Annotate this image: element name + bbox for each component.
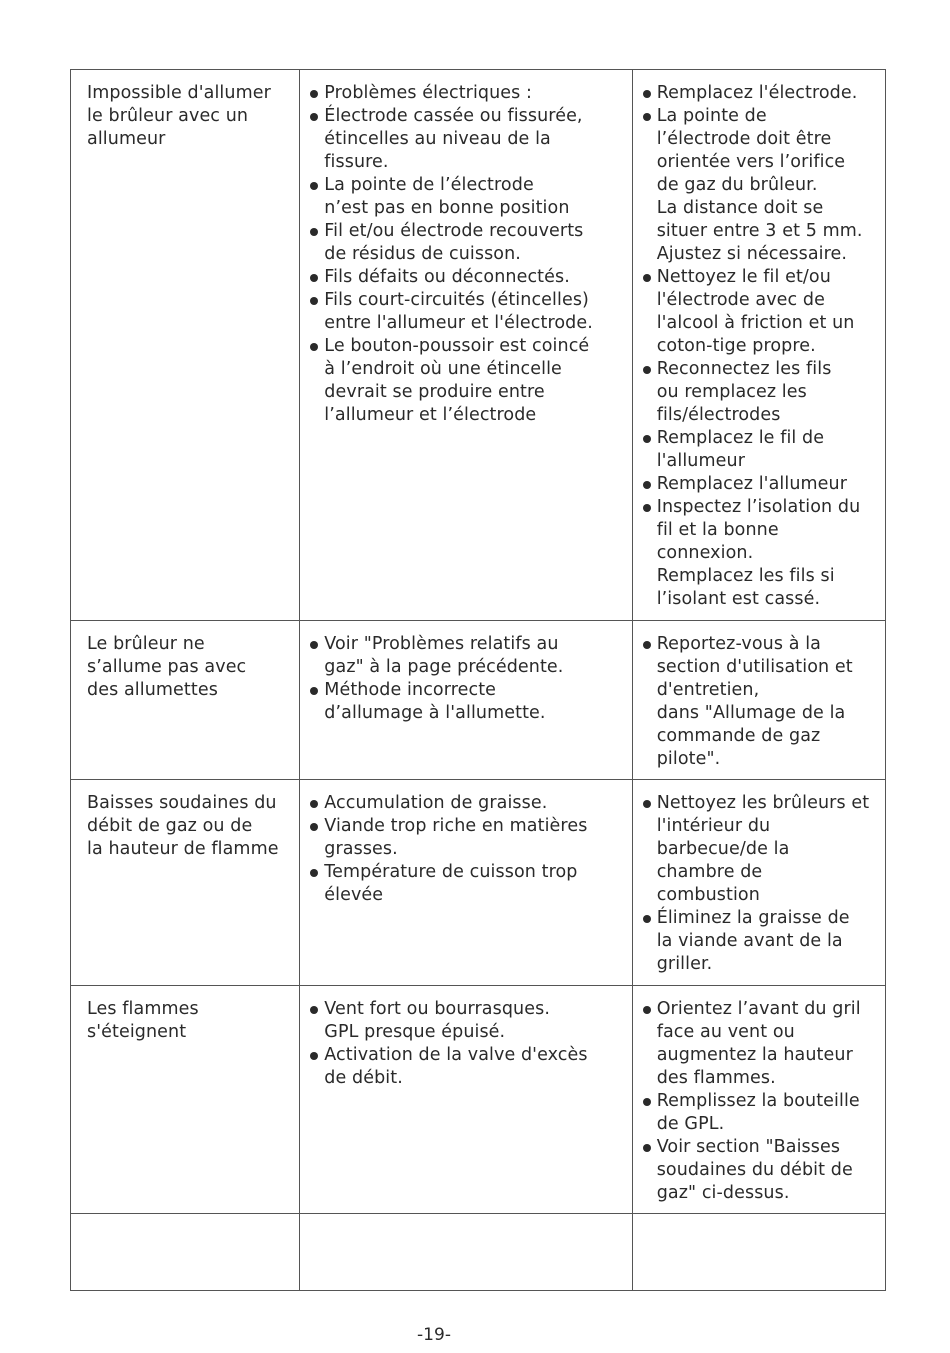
remedy-item: Remplacez l'électrode.	[641, 82, 877, 105]
cause-cell	[300, 986, 632, 1214]
table-row	[71, 986, 886, 1214]
remedy-item: Reconnectez les fils ou remplacez les fils/électrodes	[641, 358, 877, 427]
remedy-item: Orientez l’avant du gril face au vent ou augmentez la hauteur des flammes.	[641, 998, 877, 1090]
page-number: -19-	[417, 1325, 451, 1345]
remedy-item: La pointe de l’électrode doit être orientée vers l’orifice de gaz du brûleur. La distance doit se situer entre 3 et 5 mm. Ajustez si nécessaire.	[641, 105, 877, 266]
remedy-item: Inspectez l’isolation du fil et la bonne connexion. Remplacez les fils si l’isolant est cassé.	[641, 496, 877, 611]
remedy-cell	[632, 70, 885, 621]
cause-item: Température de cuisson trop élevée	[308, 861, 623, 907]
remedy-item: Remplacez le fil de l'allumeur	[641, 427, 877, 473]
remedy-item: Voir section "Baisses soudaines du débit de gaz" ci-dessus.	[641, 1136, 877, 1205]
cause-item: Problèmes électriques :	[308, 82, 623, 105]
cause-cell	[300, 70, 632, 621]
cause-item: Accumulation de graisse.	[308, 792, 623, 815]
table-body	[71, 70, 886, 1291]
remedy-list	[641, 792, 877, 976]
cause-list	[308, 633, 623, 725]
remedy-cell	[632, 621, 885, 780]
cause-item: Fil et/ou électrode recouverts de résidus de cuisson.	[308, 220, 623, 266]
remedy-item: Nettoyez les brûleurs et l'intérieur du barbecue/de la chambre de combustion	[641, 792, 877, 907]
problem-cell	[71, 621, 300, 780]
remedy-list	[641, 82, 877, 611]
cause-item: Vent fort ou bourrasques. GPL presque épuisé.	[308, 998, 623, 1044]
cause-item: Fils court-circuités (étincelles) entre l'allumeur et l'électrode.	[308, 289, 623, 335]
troubleshooting-table	[70, 69, 886, 1291]
problem-text: Les flammes s'éteignent	[87, 999, 199, 1042]
remedy-item: Remplissez la bouteille de GPL.	[641, 1090, 877, 1136]
cause-item: Électrode cassée ou fissurée, étincelles au niveau de la fissure.	[308, 105, 623, 174]
remedy-item: Remplacez l'allumeur	[641, 473, 877, 496]
cause-list	[308, 792, 623, 907]
remedy-cell	[632, 986, 885, 1214]
problem-text: Le brûleur ne s’allume pas avec des allumettes	[87, 634, 247, 700]
empty-cell	[71, 1214, 300, 1291]
table-row	[71, 780, 886, 986]
empty-table-row	[71, 1214, 886, 1291]
problem-text: Impossible d'allumer le brûleur avec un allumeur	[87, 83, 271, 149]
problem-cell	[71, 986, 300, 1214]
remedy-cell	[632, 780, 885, 986]
cause-item: Activation de la valve d'excès de débit.	[308, 1044, 623, 1090]
cause-list	[308, 998, 623, 1090]
cause-item: Voir "Problèmes relatifs au gaz" à la page précédente.	[308, 633, 623, 679]
cause-item: Méthode incorrecte d’allumage à l'allumette.	[308, 679, 623, 725]
remedy-item: Éliminez la graisse de la viande avant de la griller.	[641, 907, 877, 976]
problem-cell	[71, 780, 300, 986]
remedy-item: Nettoyez le fil et/ou l'électrode avec de l'alcool à friction et un coton-tige propre.	[641, 266, 877, 358]
table-row	[71, 621, 886, 780]
cause-cell	[300, 621, 632, 780]
problem-cell	[71, 70, 300, 621]
table-row	[71, 70, 886, 621]
problem-text: Baisses soudaines du débit de gaz ou de la hauteur de flamme	[87, 793, 279, 859]
remedy-list	[641, 633, 877, 771]
cause-item: Fils défaits ou déconnectés.	[308, 266, 623, 289]
empty-cell	[632, 1214, 885, 1291]
empty-cell	[300, 1214, 632, 1291]
cause-item: La pointe de l’électrode n’est pas en bonne position	[308, 174, 623, 220]
cause-cell	[300, 780, 632, 986]
cause-list	[308, 82, 623, 427]
remedy-item: Reportez-vous à la section d'utilisation et d'entretien, dans "Allumage de la commande de gaz pilote".	[641, 633, 877, 771]
cause-item: Viande trop riche en matières grasses.	[308, 815, 623, 861]
cause-item: Le bouton-poussoir est coincé à l’endroit où une étincelle devrait se produire entre l’allumeur et l’électrode	[308, 335, 623, 427]
remedy-list	[641, 998, 877, 1205]
